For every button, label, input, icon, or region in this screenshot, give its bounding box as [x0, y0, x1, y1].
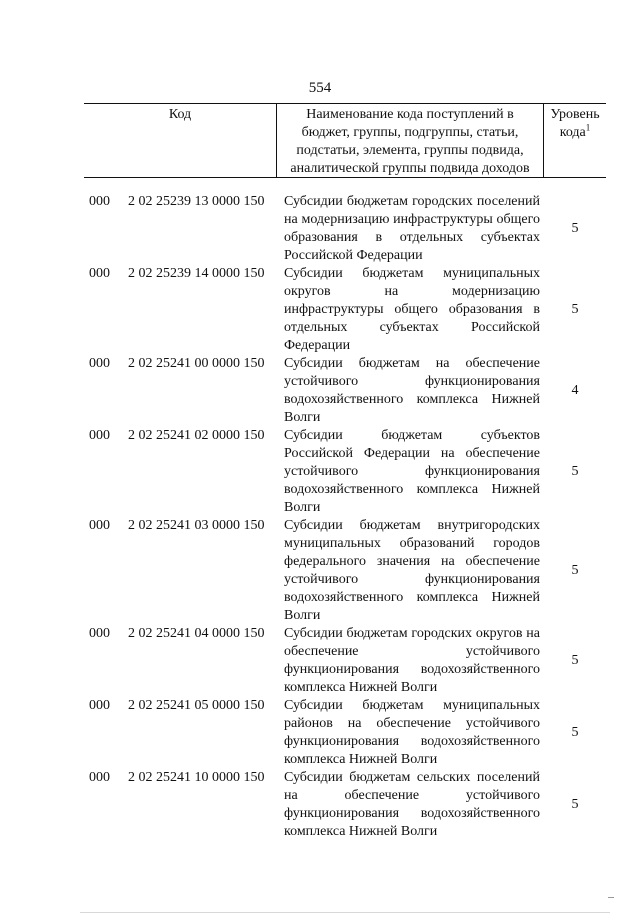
row-level: 4: [571, 383, 579, 398]
row-level: 5: [571, 653, 579, 668]
table-row: [0, 265, 640, 355]
row-code: 2 02 25241 00 0000 150: [128, 356, 265, 371]
row-prefix: 000: [89, 626, 110, 641]
row-code: 2 02 25241 05 0000 150: [128, 698, 265, 713]
row-prefix: 000: [89, 194, 110, 209]
row-name: Субсидии бюджетам городских округов на обеспечение устойчивого функционирования водохозяйственного комплекса Нижней Волги: [284, 626, 540, 695]
header-name-line: бюджет, группы, подгруппы, статьи,: [301, 125, 519, 140]
page-number: 554: [308, 80, 332, 96]
row-name: Субсидии бюджетам городских поселений на модернизацию инфраструктуры общего образования в отдельных субъектах Российской Федерации: [284, 194, 540, 263]
scan-mark: [608, 897, 614, 898]
row-name: Субсидии бюджетам сельских поселений на обеспечение устойчивого функционирования водохозяйственного комплекса Нижней Волги: [284, 770, 540, 839]
table-row: [0, 517, 640, 625]
row-level: 5: [571, 464, 579, 479]
row-code: 2 02 25241 02 0000 150: [128, 428, 265, 443]
header-level-line: Уровень: [550, 107, 600, 122]
row-name: Субсидии бюджетам внутригородских муниципальных образований городов федерального значения на обеспечение устойчивого функционирования водохозяйственного комплекса Нижней Волги: [284, 518, 540, 623]
row-code: 2 02 25241 03 0000 150: [128, 518, 265, 533]
row-level: 5: [571, 797, 579, 812]
row-code: 2 02 25241 10 0000 150: [128, 770, 265, 785]
header-level: [544, 106, 606, 142]
header-divider-code: [276, 103, 277, 178]
row-prefix: 000: [89, 770, 110, 785]
row-prefix: 000: [89, 266, 110, 281]
table-row: [0, 697, 640, 769]
table-row: [0, 427, 640, 517]
row-name: Субсидии бюджетам муниципальных округов на модернизацию инфраструктуры общего образования в отдельных субъектах Российской Федерации: [284, 266, 540, 353]
row-code: 2 02 25239 14 0000 150: [128, 266, 265, 281]
table-row: [0, 355, 640, 427]
header-level-kod: кода: [559, 125, 586, 140]
row-prefix: 000: [89, 698, 110, 713]
scan-edge-line: [80, 912, 610, 913]
row-level: 5: [571, 221, 579, 236]
footnote-marker: 1: [585, 122, 591, 133]
header-name-line: Наименование кода поступлений в: [306, 107, 514, 122]
row-code: 2 02 25239 13 0000 150: [128, 194, 265, 209]
row-level: 5: [571, 302, 579, 317]
row-name: Субсидии бюджетам муниципальных районов на обеспечение устойчивого функционирования водохозяйственного комплекса Нижней Волги: [284, 698, 540, 767]
row-level: 5: [571, 563, 579, 578]
row-name: Субсидии бюджетам на обеспечение устойчивого функционирования водохозяйственного комплекса Нижней Волги: [284, 356, 540, 425]
row-level: 5: [571, 725, 579, 740]
header-name: [278, 106, 542, 178]
row-prefix: 000: [89, 428, 110, 443]
row-code: 2 02 25241 04 0000 150: [128, 626, 265, 641]
header-code: Код: [168, 107, 192, 122]
header-level-line: [544, 124, 606, 142]
table-row: [0, 769, 640, 841]
table-row: [0, 625, 640, 697]
header-top-border: [84, 103, 606, 104]
table-body: [0, 193, 640, 841]
header-name-line: аналитической группы подвида доходов: [290, 161, 530, 176]
row-prefix: 000: [89, 356, 110, 371]
header-name-line: подстатьи, элемента, группы подвида,: [296, 143, 524, 158]
row-prefix: 000: [89, 518, 110, 533]
row-name: Субсидии бюджетам субъектов Российской Федерации на обеспечение устойчивого функционирования водохозяйственного комплекса Нижней Волги: [284, 428, 540, 515]
table-row: [0, 193, 640, 265]
